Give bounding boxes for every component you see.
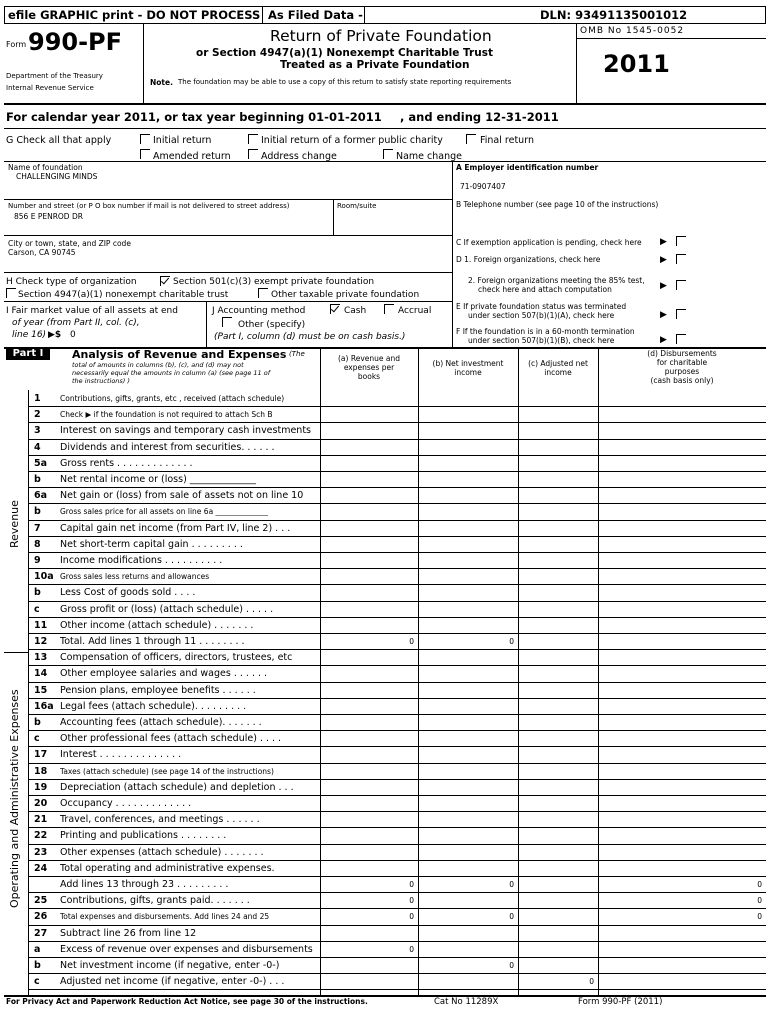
part-1-subtitle-1: total of amounts in columns (b), (c), and (d) may not xyxy=(72,361,244,369)
foundation-name[interactable]: CHALLENGING MINDS xyxy=(16,172,98,181)
row-divider xyxy=(28,649,766,650)
status-terminated-label-2: under section 507(b)(1)(A), check here xyxy=(468,311,615,320)
row-description: Depreciation (attach schedule) and depletion . . . xyxy=(60,781,294,793)
row-divider xyxy=(28,763,766,764)
row-divider xyxy=(28,811,766,812)
row-line-number: 2 xyxy=(34,409,41,421)
arrow-icon: ▶ xyxy=(660,281,667,291)
dln-number: DLN: 93491135001012 xyxy=(540,8,688,22)
arrow-icon: ▶ xyxy=(660,335,667,345)
row-description: Interest on savings and temporary cash investments xyxy=(60,425,311,437)
row-value-col-a[interactable]: 0 xyxy=(409,944,414,954)
row-divider xyxy=(28,422,766,423)
row-divider xyxy=(28,568,766,569)
row-line-number: b xyxy=(34,587,41,599)
part-1-subtitle-3: the instructions) ) xyxy=(72,377,130,385)
row-description: Subtract line 26 from line 12 xyxy=(60,927,197,939)
row-description: Net short-term capital gain . . . . . . . . . xyxy=(60,538,243,550)
row-line-number: 6a xyxy=(34,490,48,502)
initial-return-checkbox[interactable] xyxy=(140,134,150,144)
name-change-checkbox[interactable] xyxy=(383,149,393,159)
row-description: Gross profit or (loss) (attach schedule) . . . . . xyxy=(60,603,274,615)
dept-treasury: Department of the Treasury xyxy=(6,72,103,80)
row-line-number: 4 xyxy=(34,441,41,453)
row-line-number: 7 xyxy=(34,522,41,534)
ein-label: A Employer identification number xyxy=(456,163,599,172)
calendar-year-line: For calendar year 2011, or tax year beginning 01-01-2011 xyxy=(6,110,382,124)
other-method-label: Other (specify) xyxy=(238,320,306,330)
address-change-label: Address change xyxy=(261,151,337,162)
section-501c3-checkbox[interactable] xyxy=(160,276,170,286)
row-value-col-b[interactable]: 0 xyxy=(509,961,514,970)
row-value-col-a[interactable]: 0 xyxy=(409,880,414,889)
row-divider xyxy=(28,973,766,974)
row-description: Accounting fees (attach schedule). . . . . . . xyxy=(60,717,262,728)
row-description: Taxes (attach schedule) (see page 14 of the instructions) xyxy=(60,766,274,776)
row-description: Income modifications . . . . . . . . . . xyxy=(60,555,223,566)
section-4947-label: Section 4947(a)(1) nonexempt charitable trust xyxy=(18,290,229,300)
tax-year: 2011 xyxy=(603,50,670,78)
row-description: Printing and publications . . . . . . . . xyxy=(60,830,227,842)
row-divider xyxy=(28,503,766,504)
row-divider xyxy=(28,989,766,990)
row-line-number: 24 xyxy=(34,862,48,874)
row-divider xyxy=(28,536,766,537)
street-address[interactable]: 856 E PENROD DR xyxy=(14,212,83,221)
form-number: 990-PF xyxy=(28,28,123,56)
row-value-col-b[interactable]: 0 xyxy=(509,637,514,646)
catalog-number: Cat No 11289X xyxy=(434,997,499,1007)
row-description: Total. Add lines 1 through 11 . . . . . . . . xyxy=(60,636,245,647)
form-subtitle-2: Treated as a Private Foundation xyxy=(280,59,470,71)
row-divider xyxy=(28,941,766,942)
as-filed-label: As Filed Data - xyxy=(268,8,363,22)
ein-value[interactable]: 71-0907407 xyxy=(460,182,506,191)
address-change-checkbox[interactable] xyxy=(248,149,258,159)
form-subtitle-1: or Section 4947(a)(1) Nonexempt Charitable Trust xyxy=(196,47,493,59)
accounting-method-label: J Accounting method xyxy=(212,306,306,316)
col-b-header-1: (b) Net investment xyxy=(432,359,504,368)
row-divider xyxy=(28,633,766,634)
row-description: Contributions, gifts, grants, etc , received (attach schedule) xyxy=(60,394,285,403)
row-description: Interest . . . . . . . . . . . . . . xyxy=(60,749,182,761)
row-divider xyxy=(28,844,766,845)
efile-label: efile GRAPHIC print - DO NOT PROCESS xyxy=(8,8,261,22)
status-terminated-label-1: E If private foundation status was terminated xyxy=(456,302,627,311)
expenses-side-label: Operating and Administrative Expenses xyxy=(8,689,21,908)
row-value-col-d[interactable]: 0 xyxy=(757,896,762,906)
row-value-col-d[interactable]: 0 xyxy=(757,912,762,922)
col-c-header-2: income xyxy=(544,368,572,377)
status-terminated-checkbox[interactable] xyxy=(676,309,686,319)
col-a-header-1: (a) Revenue and xyxy=(338,354,400,363)
row-description: Other professional fees (attach schedule) . . . . xyxy=(60,733,282,745)
arrow-icon: ▶ xyxy=(660,310,667,320)
row-line-number: 19 xyxy=(34,781,48,793)
col-a-header-3: books xyxy=(357,372,381,381)
note-text: The foundation may be able to use a copy of this return to satisfy state reporting requirements xyxy=(178,78,512,86)
row-line-number: 13 xyxy=(34,652,48,664)
fmv-value[interactable]: 0 xyxy=(70,330,76,340)
row-description: Net investment income (if negative, enter -0-) xyxy=(60,960,280,971)
foreign-org-label: D 1. Foreign organizations, check here xyxy=(456,255,601,264)
row-divider xyxy=(28,406,766,407)
row-line-number: 12 xyxy=(34,636,48,647)
row-divider xyxy=(28,908,766,909)
row-value-col-a[interactable]: 0 xyxy=(409,637,414,646)
row-description: Gross sales less returns and allowances xyxy=(60,572,210,582)
part-1-badge: Part I xyxy=(6,348,50,360)
foreign-85-label-1: 2. Foreign organizations meeting the 85% test, xyxy=(468,276,645,285)
row-line-number: c xyxy=(34,976,40,988)
row-description: Net gain or (loss) from sale of assets not on line 10 xyxy=(60,490,304,502)
other-taxable-checkbox[interactable] xyxy=(258,288,268,298)
sixty-month-checkbox[interactable] xyxy=(676,334,686,344)
row-divider xyxy=(28,552,766,553)
row-divider xyxy=(28,714,766,715)
arrow-dollar-icon: ▶$ xyxy=(48,330,62,340)
city-label: City or town, state, and ZIP code xyxy=(8,239,131,248)
row-description: Other income (attach schedule) . . . . . . . xyxy=(60,619,254,631)
row-divider xyxy=(28,487,766,488)
row-line-number: 15 xyxy=(34,684,48,696)
row-description: Travel, conferences, and meetings . . . . . . xyxy=(60,814,260,826)
row-description: Other expenses (attach schedule) . . . . . . . xyxy=(60,846,264,858)
section-g-label: G Check all that apply xyxy=(6,135,112,146)
row-divider xyxy=(28,617,766,618)
row-line-number: c xyxy=(34,733,40,745)
row-description: Gross sales price for all assets on line 6a ______________ xyxy=(60,507,269,517)
form-prefix: Form xyxy=(6,40,27,49)
row-description: Total expenses and disbursements. Add lines 24 and 25 xyxy=(60,912,270,922)
row-divider xyxy=(28,730,766,731)
row-description: Legal fees (attach schedule). . . . . . . . . xyxy=(60,700,247,712)
row-line-number: 8 xyxy=(34,538,41,550)
row-description: Less Cost of goods sold . . . . xyxy=(60,587,196,599)
row-description: Contributions, gifts, grants paid. . . . . . . xyxy=(60,895,250,907)
accrual-checkbox[interactable] xyxy=(384,304,394,314)
row-line-number: b xyxy=(34,717,41,728)
fmv-label-2: of year (from Part II, col. (c), xyxy=(12,318,140,328)
street-label: Number and street (or P O box number if mail is not delivered to street address) xyxy=(8,202,290,210)
row-line-number: 23 xyxy=(34,846,48,858)
section-501c3-label: Section 501(c)(3) exempt private foundation xyxy=(173,277,375,287)
row-divider xyxy=(28,682,766,683)
row-divider xyxy=(28,925,766,926)
row-line-number: 3 xyxy=(34,425,41,437)
col-d-header-1: (d) Disbursements xyxy=(647,349,717,358)
row-description: Pension plans, employee benefits . . . . . . xyxy=(60,684,256,696)
row-line-number: 11 xyxy=(34,619,48,631)
row-divider xyxy=(28,860,766,861)
col-b-header-2: income xyxy=(454,368,482,377)
fmv-label-3: line 16) xyxy=(12,330,47,340)
row-divider xyxy=(28,827,766,828)
name-change-label: Name change xyxy=(396,151,463,162)
row-line-number: 18 xyxy=(34,765,48,777)
exemption-pending-label: C If exemption application is pending, check here xyxy=(456,238,642,247)
row-divider xyxy=(28,698,766,699)
final-return-label: Final return xyxy=(480,135,534,146)
row-line-number: 22 xyxy=(34,830,48,842)
note-label: Note. xyxy=(150,78,173,87)
row-description: Check ▶ if the foundation is not required to attach Sch B xyxy=(60,410,273,420)
section-4947-checkbox[interactable] xyxy=(6,288,16,298)
row-line-number: 21 xyxy=(34,814,48,826)
row-line-number: b xyxy=(34,474,41,485)
row-divider xyxy=(28,957,766,958)
row-description: Other employee salaries and wages . . . . . . xyxy=(60,668,268,680)
foreign-org-checkbox[interactable] xyxy=(676,254,686,264)
row-line-number: 16a xyxy=(34,700,54,712)
foundation-name-label: Name of foundation xyxy=(8,163,83,172)
cash-label: Cash xyxy=(344,306,367,316)
row-value-col-a[interactable]: 0 xyxy=(409,896,414,906)
row-value-col-a[interactable]: 0 xyxy=(409,912,414,922)
row-description: Net rental income or (loss) ______________ xyxy=(60,474,257,485)
calendar-year-ending: , and ending 12-31-2011 xyxy=(400,110,559,124)
row-value-col-d[interactable]: 0 xyxy=(757,880,762,889)
row-divider xyxy=(28,455,766,456)
other-method-checkbox[interactable] xyxy=(222,317,232,327)
sixty-month-label-2: under section 507(b)(1)(B), check here xyxy=(468,336,615,345)
col-d-header-3: purposes xyxy=(664,367,700,376)
part-1-subtitle-2: necessarily equal the amounts in column (a) (see page 11 of xyxy=(72,369,271,377)
row-divider xyxy=(28,795,766,796)
city-state-zip[interactable]: Carson, CA 90745 xyxy=(8,248,76,257)
part-1-title-note: (The xyxy=(289,350,305,358)
row-description: Excess of revenue over expenses and disbursements xyxy=(60,943,313,955)
row-value-col-b[interactable]: 0 xyxy=(509,912,514,922)
section-h-label: H Check type of organization xyxy=(6,277,137,287)
row-divider xyxy=(28,746,766,747)
row-description: Capital gain net income (from Part IV, line 2) . . . xyxy=(60,522,291,534)
room-suite-label: Room/suite xyxy=(337,202,377,210)
row-line-number: c xyxy=(34,603,40,615)
row-description: Compensation of officers, directors, trustees, etc xyxy=(60,652,293,664)
row-line-number: 1 xyxy=(34,393,41,404)
fmv-label-1: I Fair market value of all assets at end xyxy=(6,306,178,316)
col-d-header-2: for charitable xyxy=(656,358,708,367)
initial-return-former-label: Initial return of a former public charity xyxy=(261,135,443,146)
row-value-col-b[interactable]: 0 xyxy=(509,880,514,889)
row-divider xyxy=(28,779,766,780)
privacy-notice: For Privacy Act and Paperwork Reduction Act Notice, see page 30 of the instructions. xyxy=(6,997,368,1006)
row-description: Add lines 13 through 23 . . . . . . . . . xyxy=(60,879,229,890)
col-a-header-2: expenses per xyxy=(343,363,395,372)
exemption-pending-checkbox[interactable] xyxy=(676,236,686,246)
initial-return-label: Initial return xyxy=(153,135,212,146)
row-line-number: 17 xyxy=(34,749,48,761)
irs-label: Internal Revenue Service xyxy=(6,84,94,92)
accrual-label: Accrual xyxy=(398,306,432,316)
revenue-side-label: Revenue xyxy=(8,500,21,548)
row-divider xyxy=(28,520,766,521)
col-d-header-4: (cash basis only) xyxy=(650,376,714,385)
final-return-checkbox[interactable] xyxy=(466,134,476,144)
other-taxable-label: Other taxable private foundation xyxy=(271,290,420,300)
amended-return-checkbox[interactable] xyxy=(140,149,150,159)
form-title: Return of Private Foundation xyxy=(270,27,492,45)
row-divider xyxy=(28,439,766,440)
initial-return-former-checkbox[interactable] xyxy=(248,134,258,144)
row-line-number: 20 xyxy=(34,798,48,809)
row-line-number: 25 xyxy=(34,895,48,907)
row-divider xyxy=(28,471,766,472)
arrow-icon: ▶ xyxy=(660,255,667,265)
col-c-header-1: (c) Adjusted net xyxy=(528,359,588,368)
sixty-month-label-1: F If the foundation is in a 60-month termination xyxy=(456,327,635,336)
row-line-number: 10a xyxy=(34,571,54,583)
row-value-col-c[interactable]: 0 xyxy=(589,977,594,987)
cash-checkbox[interactable] xyxy=(330,304,340,314)
row-divider xyxy=(28,876,766,877)
row-line-number: 26 xyxy=(34,911,48,923)
row-line-number: 5a xyxy=(34,457,48,469)
foreign-85-checkbox[interactable] xyxy=(676,280,686,290)
foreign-85-label-2: check here and attach computation xyxy=(478,285,612,294)
row-divider xyxy=(28,665,766,666)
row-line-number: a xyxy=(34,943,41,955)
row-line-number: 27 xyxy=(34,927,48,939)
cash-basis-note: (Part I, column (d) must be on cash basis.) xyxy=(214,332,406,342)
row-description: Dividends and interest from securities. . . . . . xyxy=(60,441,275,453)
row-divider xyxy=(28,601,766,602)
row-description: Gross rents . . . . . . . . . . . . . xyxy=(60,457,193,469)
row-divider xyxy=(28,584,766,585)
row-description: Adjusted net income (if negative, enter -0-) . . . xyxy=(60,976,285,988)
row-description: Total operating and administrative expenses. xyxy=(60,862,275,874)
part-1-title: Analysis of Revenue and Expenses xyxy=(72,348,287,361)
phone-label: B Telephone number (see page 10 of the instructions) xyxy=(456,200,659,209)
arrow-icon: ▶ xyxy=(660,237,667,247)
row-divider xyxy=(28,892,766,893)
row-line-number: 14 xyxy=(34,668,48,680)
row-line-number: 9 xyxy=(34,555,41,566)
row-description: Occupancy . . . . . . . . . . . . . xyxy=(60,798,192,809)
footer-form-label: Form 990-PF (2011) xyxy=(578,997,663,1007)
row-line-number: b xyxy=(34,960,41,971)
amended-return-label: Amended return xyxy=(153,151,231,162)
row-line-number: b xyxy=(34,506,41,518)
omb-number: OMB No 1545-0052 xyxy=(580,26,685,36)
